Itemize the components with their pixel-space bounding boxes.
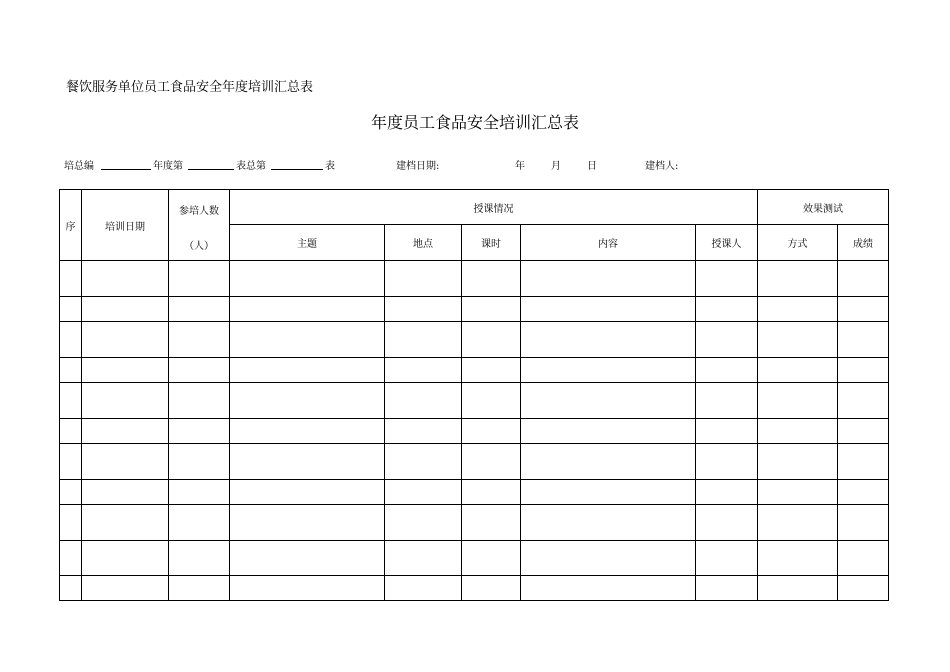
table-cell[interactable] — [521, 505, 696, 541]
table-cell[interactable] — [169, 444, 230, 480]
table-cell[interactable] — [82, 383, 169, 419]
header-method: 方式 — [758, 225, 838, 261]
header-seq: 序 — [60, 190, 82, 261]
table-cell[interactable] — [82, 480, 169, 505]
table-cell[interactable] — [521, 358, 696, 383]
table-cell[interactable] — [60, 419, 82, 444]
table-cell[interactable] — [462, 541, 521, 576]
training-summary-table — [59, 189, 889, 601]
table-cell[interactable] — [838, 322, 889, 358]
year-label: 年 — [515, 161, 525, 172]
table-cell[interactable] — [758, 505, 838, 541]
filer-label: 建档人: — [645, 161, 679, 172]
table-suffix-label: 表 — [325, 161, 335, 172]
table-cell[interactable] — [60, 505, 82, 541]
table-cell[interactable] — [696, 383, 758, 419]
table-cell[interactable] — [60, 261, 82, 297]
table-cell[interactable] — [462, 444, 521, 480]
table-cell[interactable] — [82, 419, 169, 444]
table-cell[interactable] — [521, 480, 696, 505]
table-cell[interactable] — [82, 444, 169, 480]
table-cell[interactable] — [169, 322, 230, 358]
table-cell[interactable] — [82, 261, 169, 297]
table-cell[interactable] — [696, 541, 758, 576]
header-location: 地点 — [385, 225, 462, 261]
month-label: 月 — [551, 161, 561, 172]
table-cell[interactable] — [82, 541, 169, 576]
table-cell[interactable] — [462, 480, 521, 505]
table-cell[interactable] — [462, 358, 521, 383]
table-cell[interactable] — [521, 261, 696, 297]
table-cell[interactable] — [60, 444, 82, 480]
table-cell[interactable] — [385, 358, 462, 383]
table-cell[interactable] — [462, 322, 521, 358]
table-cell[interactable] — [230, 576, 385, 601]
table-cell[interactable] — [758, 480, 838, 505]
table-row — [60, 322, 889, 358]
table-cell[interactable] — [758, 383, 838, 419]
table-row — [60, 358, 889, 383]
table-cell[interactable] — [696, 576, 758, 601]
table-cell[interactable] — [696, 444, 758, 480]
table-cell[interactable] — [60, 383, 82, 419]
table-cell[interactable] — [838, 505, 889, 541]
table-cell[interactable] — [838, 541, 889, 576]
header-training-date: 培训日期 — [82, 190, 169, 261]
header-score: 成绩 — [838, 225, 889, 261]
table-cell[interactable] — [60, 358, 82, 383]
table-row — [60, 505, 889, 541]
year-no-field[interactable] — [188, 157, 234, 170]
table-cell[interactable] — [385, 480, 462, 505]
header-lecture-info: 授课情况 — [230, 190, 758, 225]
table-cell[interactable] — [521, 576, 696, 601]
table-cell[interactable] — [838, 444, 889, 480]
table-cell[interactable] — [696, 419, 758, 444]
table-cell[interactable] — [60, 322, 82, 358]
day-label: 日 — [587, 161, 597, 172]
table-cell[interactable] — [385, 322, 462, 358]
table-cell[interactable] — [758, 261, 838, 297]
table-cell[interactable] — [169, 419, 230, 444]
table-cell[interactable] — [758, 576, 838, 601]
table-cell[interactable] — [385, 444, 462, 480]
year-no-label: 年度第 — [153, 161, 183, 172]
table-cell[interactable] — [838, 419, 889, 444]
table-cell[interactable] — [169, 576, 230, 601]
table-total-no-field[interactable] — [271, 157, 323, 170]
header-hours: 课时 — [462, 225, 521, 261]
table-cell[interactable] — [696, 322, 758, 358]
table-cell[interactable] — [230, 358, 385, 383]
table-cell[interactable] — [838, 480, 889, 505]
table-cell[interactable] — [758, 358, 838, 383]
header-participants-unit: （人） — [184, 241, 214, 252]
document-title: 餐饮服务单位员工食品安全年度培训汇总表 — [66, 80, 314, 95]
table-cell[interactable] — [758, 444, 838, 480]
table-cell[interactable] — [82, 576, 169, 601]
table-cell[interactable] — [758, 297, 838, 322]
table-cell[interactable] — [230, 505, 385, 541]
table-cell[interactable] — [169, 358, 230, 383]
table-cell[interactable] — [82, 297, 169, 322]
table-cell[interactable] — [169, 297, 230, 322]
table-total-no-label: 表总第 — [236, 161, 266, 172]
table-row — [60, 576, 889, 601]
table-cell[interactable] — [82, 322, 169, 358]
table-cell[interactable] — [60, 541, 82, 576]
table-cell[interactable] — [462, 261, 521, 297]
header-content: 内容 — [521, 225, 696, 261]
table-row — [60, 419, 889, 444]
table-cell[interactable] — [82, 505, 169, 541]
table-cell[interactable] — [696, 261, 758, 297]
table-cell[interactable] — [230, 383, 385, 419]
filing-date-label: 建档日期: — [396, 161, 440, 172]
table-cell[interactable] — [838, 297, 889, 322]
table-cell[interactable] — [60, 576, 82, 601]
table-cell[interactable] — [696, 297, 758, 322]
table-row — [60, 444, 889, 480]
table-cell[interactable] — [385, 383, 462, 419]
table-row — [60, 261, 889, 297]
table-cell[interactable] — [169, 383, 230, 419]
table-cell[interactable] — [521, 419, 696, 444]
table-cell[interactable] — [230, 322, 385, 358]
table-cell[interactable] — [521, 541, 696, 576]
header-topic: 主题 — [230, 225, 385, 261]
table-cell[interactable] — [521, 322, 696, 358]
table-row — [60, 297, 889, 322]
header-lecturer: 授课人 — [696, 225, 758, 261]
table-cell[interactable] — [462, 383, 521, 419]
header-row-1 — [60, 190, 889, 225]
table-cell[interactable] — [230, 419, 385, 444]
table-cell[interactable] — [230, 541, 385, 576]
table-cell[interactable] — [60, 480, 82, 505]
table-cell[interactable] — [696, 358, 758, 383]
table-cell[interactable] — [385, 419, 462, 444]
table-cell[interactable] — [462, 505, 521, 541]
table-cell[interactable] — [230, 261, 385, 297]
table-cell[interactable] — [82, 358, 169, 383]
training-summary-no-label: 培总编 — [64, 161, 94, 172]
table-cell[interactable] — [758, 322, 838, 358]
table-cell[interactable] — [230, 297, 385, 322]
table-cell[interactable] — [385, 261, 462, 297]
table-cell[interactable] — [696, 480, 758, 505]
table-cell[interactable] — [230, 480, 385, 505]
table-cell[interactable] — [169, 505, 230, 541]
training-summary-no-field[interactable] — [101, 157, 151, 170]
table-cell[interactable] — [758, 419, 838, 444]
table-cell[interactable] — [696, 505, 758, 541]
table-cell[interactable] — [521, 383, 696, 419]
table-cell[interactable] — [838, 383, 889, 419]
table-cell[interactable] — [758, 541, 838, 576]
table-cell[interactable] — [385, 297, 462, 322]
table-cell[interactable] — [838, 261, 889, 297]
table-cell[interactable] — [169, 480, 230, 505]
table-cell[interactable] — [60, 297, 82, 322]
table-cell[interactable] — [385, 541, 462, 576]
main-title: 年度员工食品安全培训汇总表 — [370, 113, 579, 132]
table-row — [60, 541, 889, 576]
table-cell[interactable] — [838, 358, 889, 383]
header-participants — [169, 190, 230, 261]
header-participants-label: 参培人数 — [179, 206, 219, 217]
table-cell[interactable] — [462, 576, 521, 601]
table-row — [60, 383, 889, 419]
table-cell[interactable] — [385, 576, 462, 601]
table-cell[interactable] — [169, 541, 230, 576]
table-cell[interactable] — [838, 576, 889, 601]
table-cell[interactable] — [169, 261, 230, 297]
header-effect-test: 效果测试 — [758, 190, 889, 225]
table-cell[interactable] — [521, 444, 696, 480]
table-cell[interactable] — [230, 444, 385, 480]
table-row — [60, 480, 889, 505]
table-cell[interactable] — [462, 419, 521, 444]
table-cell[interactable] — [385, 505, 462, 541]
table-cell[interactable] — [521, 297, 696, 322]
table-cell[interactable] — [462, 297, 521, 322]
